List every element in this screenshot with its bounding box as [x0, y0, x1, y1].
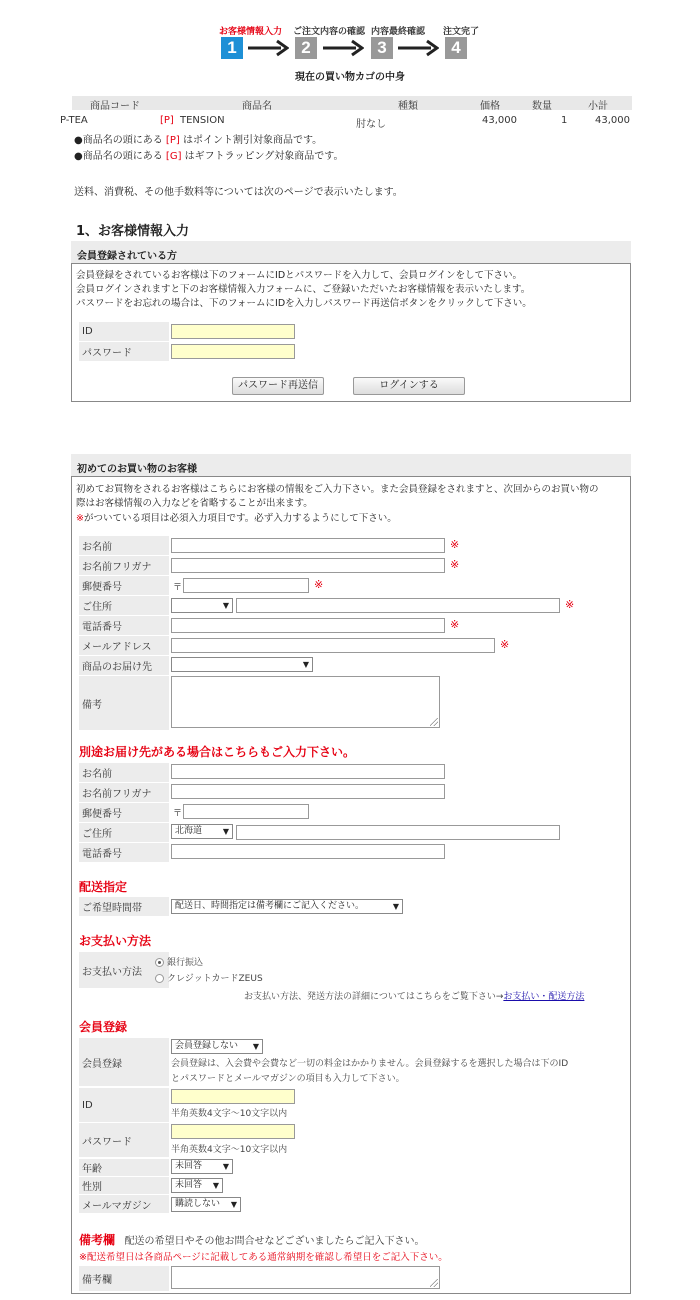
login-id-input[interactable] [171, 324, 295, 339]
reg-id-label: ID [79, 1088, 169, 1122]
member-text-1: 会員登録をされているお客様は下のフォームにIDとパスワードを入力して、会員ログインをして下さい。 [76, 270, 522, 281]
cart-title: 現在の買い物カゴの中身 [295, 72, 405, 83]
col-type: 種類 [398, 101, 418, 112]
guest-text-1: 初めてお買物をされるお客様はこちらにお客様の情報をご入力下さい。また会員登録をされますと、次回からのお買い物の [76, 484, 599, 495]
tel-input[interactable] [171, 618, 445, 633]
remarks-heading: 備考欄 [79, 1233, 116, 1247]
registration-text-2: とパスワードとメールマガジンの項目も入力して下さい。 [171, 1074, 405, 1084]
step-2-number: 2 [295, 37, 317, 59]
zip-input[interactable] [183, 578, 309, 593]
alt-prefecture-select[interactable]: 北海道 ▼ [171, 824, 233, 839]
memo-label: 備考 [79, 676, 169, 730]
delivery-destination-select[interactable] [171, 657, 313, 672]
member-panel-heading: 会員登録されている方 [71, 241, 631, 263]
step-4-number: 4 [445, 37, 467, 59]
step-1-number: 1 [221, 37, 243, 59]
required-mark: ※ [314, 578, 324, 591]
reg-id-input[interactable] [171, 1089, 295, 1104]
col-price: 価格 [480, 101, 500, 112]
login-pw-label: パスワード [79, 342, 169, 361]
guest-text-2: 際はお客様情報の入力などを省略することが出来ます。 [76, 498, 313, 509]
section-title: 1、お客様情報入力 [76, 224, 190, 239]
col-code: 商品コード [90, 101, 140, 112]
step-4-label: 注文完了 [443, 27, 480, 37]
registration-text-1: 会員登録は、入会費や会費など一切の料金はかかりません。会員登録するを選択した場合は下のID [171, 1059, 569, 1069]
member-text-2: 会員ログインされますと下のお客様情報入力フォームに、ご登録いただいたお客様情報を表示いたします。 [76, 284, 531, 295]
remarks-desc: 配送の希望日やその他お問合せなどございましたらご記入下さい。 [124, 1236, 425, 1247]
name-input[interactable] [171, 538, 445, 553]
mail-magazine-label: メールマガジン [79, 1195, 169, 1213]
alt-zip-input[interactable] [183, 804, 309, 819]
required-mark: ※ [565, 598, 575, 611]
point-note: ●商品名の頭にある [P] はポイント割引対象商品です。 [74, 135, 323, 146]
registration-select[interactable]: 会員登録しない ▼ [171, 1039, 263, 1054]
cell-type: 肘なし [356, 119, 386, 130]
col-qty: 数量 [532, 101, 552, 112]
cell-subtotal: 43,000 [595, 115, 630, 126]
address-label: ご住所 [79, 596, 169, 615]
alt-kana-label: お名前フリガナ [79, 783, 169, 802]
payment-shipping-link[interactable]: お支払い・配送方法 [503, 992, 585, 1002]
alt-address-input[interactable] [236, 825, 560, 840]
dest-label: 商品のお届け先 [79, 656, 169, 675]
cell-prefix: [P] [160, 115, 174, 126]
reg-pw-label: パスワード [79, 1123, 169, 1157]
email-input[interactable] [171, 638, 495, 653]
arrow-right-icon [247, 39, 289, 57]
age-label: 年齢 [79, 1159, 169, 1176]
remarks-label: 備考欄 [79, 1266, 169, 1291]
payment-heading: お支払い方法 [79, 934, 152, 948]
alt-tel-label: 電話番号 [79, 843, 169, 862]
kana-input[interactable] [171, 558, 445, 573]
kana-label: お名前フリガナ [79, 556, 169, 575]
table-row [60, 114, 632, 130]
radio-icon[interactable] [155, 974, 164, 983]
payment-label: お支払い方法 [79, 952, 169, 988]
email-label: メールアドレス [79, 636, 169, 655]
delivery-time-label: ご希望時間帯 [79, 897, 169, 916]
alt-address-label: ご住所 [79, 823, 169, 842]
member-text-3: パスワードをお忘れの場合は、下のフォームにIDを入力しパスワード再送信ボタンをクリックして下さい。 [76, 298, 532, 309]
arrow-right-icon [397, 39, 439, 57]
payment-detail-note: お支払い方法、発送方法の詳細についてはこちらをご覧下さい→お支払い・配送方法 [244, 992, 585, 1002]
age-select[interactable]: 未回答 ▼ [171, 1159, 233, 1174]
alt-zip-prefix: 〒 [173, 809, 183, 819]
zip-prefix: 〒 [173, 583, 183, 593]
alt-kana-input[interactable] [171, 784, 445, 799]
delivery-heading: 配送指定 [79, 880, 128, 894]
login-id-label: ID [79, 322, 169, 341]
alt-name-input[interactable] [171, 764, 445, 779]
radio-selected-icon[interactable] [155, 958, 164, 967]
gender-label: 性別 [79, 1177, 169, 1194]
alt-tel-input[interactable] [171, 844, 445, 859]
registration-heading: 会員登録 [79, 1020, 128, 1034]
delivery-time-select[interactable]: 配送日、時間指定は備考欄にご記入ください。 ▼ [171, 899, 403, 914]
step-2-label: ご注文内容の確認 [293, 27, 366, 37]
alt-zip-label: 郵便番号 [79, 803, 169, 822]
cell-qty: 1 [561, 115, 568, 126]
login-password-input[interactable] [171, 344, 295, 359]
payment-option-bank[interactable]: 銀行振込 [155, 955, 203, 968]
remarks-heading-row [79, 1231, 425, 1248]
address-input[interactable] [236, 598, 560, 613]
alt-shipping-heading: 別途お届け先がある場合はこちらもご入力下さい。 [79, 745, 356, 759]
cell-code: P-TEA [60, 115, 88, 126]
col-subtotal: 小計 [588, 101, 608, 112]
registration-label: 会員登録 [79, 1038, 169, 1086]
prefecture-select[interactable] [171, 598, 233, 613]
required-mark: ※ [450, 618, 460, 631]
step-1-label: お客様情報入力 [219, 27, 283, 37]
guest-panel-heading: 初めてのお買い物のお客様 [71, 454, 631, 476]
guest-text-3: ※がついている項目は必須入力項目です。必ず入力するようにして下さい。 [76, 513, 397, 524]
reg-id-hint: 半角英数4文字～10文字以内 [171, 1109, 288, 1119]
step-3-label: 内容最終確認 [371, 27, 426, 37]
tel-label: 電話番号 [79, 616, 169, 635]
name-label: お名前 [79, 536, 169, 555]
alt-name-label: お名前 [79, 763, 169, 782]
cart-table-header [72, 96, 632, 110]
arrow-right-icon [322, 39, 364, 57]
zip-label: 郵便番号 [79, 576, 169, 595]
cell-name: TENSION [180, 115, 225, 126]
reg-password-input[interactable] [171, 1124, 295, 1139]
shipping-note: 送料、消費税、その他手数料等については次のページで表示いたします。 [74, 187, 403, 198]
password-resend-button[interactable]: パスワード再送信 [232, 377, 324, 395]
col-name: 商品名 [242, 101, 272, 112]
remarks-textarea[interactable] [171, 1266, 440, 1289]
memo-textarea[interactable] [171, 676, 440, 728]
cell-price: 43,000 [482, 115, 517, 126]
mail-magazine-select[interactable]: 購読しない ▼ [171, 1197, 241, 1212]
remarks-note: ※配送希望日は各商品ページに記載してある通常納期を確認し希望日をご記入下さい。 [79, 1252, 448, 1263]
required-mark: ※ [500, 638, 510, 651]
login-button[interactable]: ログインする [353, 377, 465, 395]
gift-note: ●商品名の頭にある [G] はギフトラッピング対象商品です。 [74, 151, 344, 162]
required-mark: ※ [450, 538, 460, 551]
required-mark: ※ [450, 558, 460, 571]
reg-pw-hint: 半角英数4文字～10文字以内 [171, 1145, 288, 1155]
payment-option-credit[interactable]: クレジットカードZEUS [155, 971, 263, 984]
step-3-number: 3 [371, 37, 393, 59]
gender-select[interactable]: 未回答 ▼ [171, 1178, 223, 1193]
